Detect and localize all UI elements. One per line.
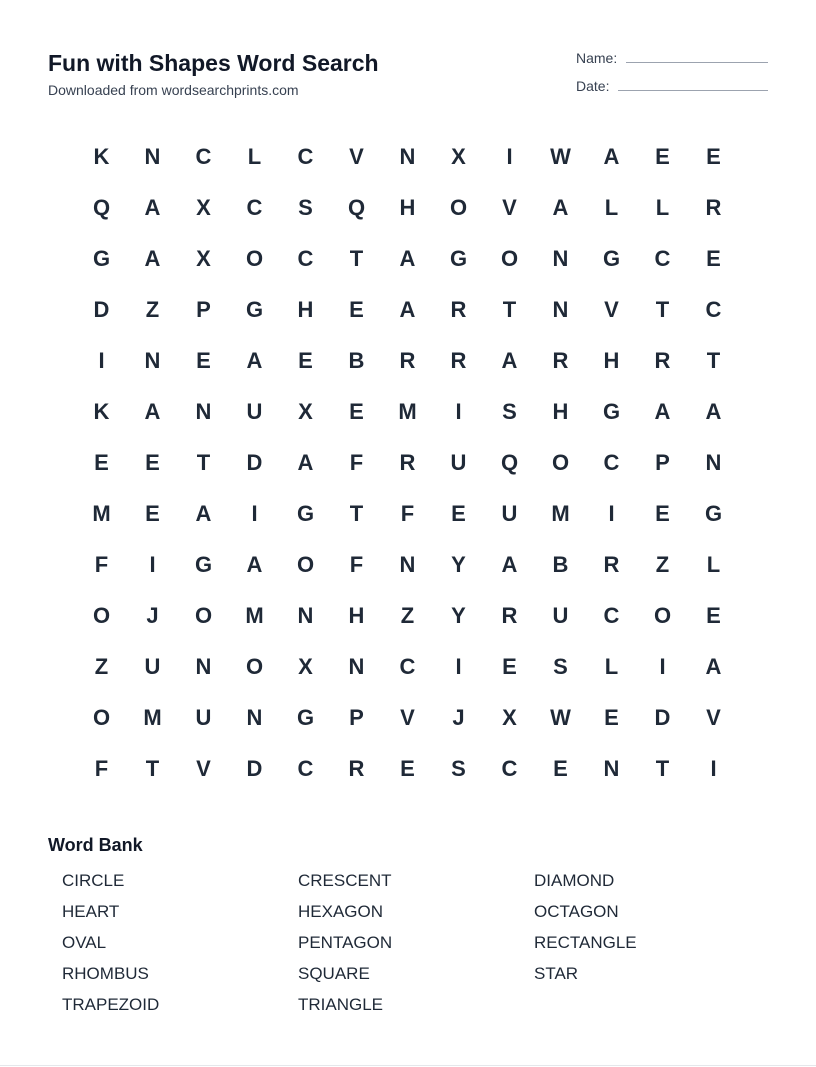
grid-letter[interactable]: P [655, 449, 670, 475]
grid-letter[interactable]: X [502, 704, 517, 730]
grid-letter[interactable]: G [704, 500, 723, 526]
grid-letter[interactable]: E [706, 602, 721, 628]
grid-letter[interactable]: R [501, 602, 518, 628]
grid-letter[interactable]: A [399, 245, 416, 271]
grid-letter[interactable]: O [92, 602, 111, 628]
grid-letter[interactable]: H [297, 296, 314, 322]
grid-letter[interactable]: L [604, 653, 619, 679]
grid-letter[interactable]: O [653, 602, 672, 628]
word-bank-item: RECTANGLE [534, 933, 637, 952]
grid-row [76, 488, 739, 539]
grid-letter[interactable]: P [349, 704, 364, 730]
word-bank-item: TRIANGLE [298, 995, 384, 1014]
grid-letter[interactable]: V [502, 194, 517, 220]
grid-letter[interactable]: U [552, 602, 569, 628]
grid-letter[interactable]: M [143, 704, 162, 730]
grid-letter[interactable]: U [501, 500, 518, 526]
grid-letter[interactable]: F [94, 755, 109, 781]
grid-letter[interactable]: R [399, 347, 416, 373]
grid-row [76, 692, 739, 743]
grid-row [76, 590, 739, 641]
grid-letter[interactable]: I [506, 143, 513, 169]
grid-letter[interactable]: G [449, 245, 468, 271]
grid-letter[interactable]: M [245, 602, 264, 628]
grid-letter[interactable]: J [452, 704, 465, 730]
grid-letter[interactable]: T [706, 347, 721, 373]
word-bank-heading: Word Bank [48, 835, 143, 855]
grid-letter[interactable]: T [349, 500, 364, 526]
grid-letter[interactable]: X [298, 653, 313, 679]
grid-row [76, 743, 739, 794]
grid-letter[interactable]: T [502, 296, 517, 322]
grid-letter[interactable]: Q [347, 194, 366, 220]
grid-letter[interactable]: V [349, 143, 364, 169]
grid-letter[interactable]: G [92, 245, 111, 271]
grid-letter[interactable]: N [246, 704, 263, 730]
grid-letter[interactable]: C [246, 194, 263, 220]
grid-letter[interactable]: M [92, 500, 111, 526]
grid-letter[interactable]: F [349, 449, 364, 475]
grid-letter[interactable]: E [553, 755, 568, 781]
grid-letter[interactable]: R [654, 347, 671, 373]
grid-letter[interactable]: A [246, 551, 263, 577]
grid-row [76, 335, 739, 386]
grid-row [76, 284, 739, 335]
grid-letter[interactable]: I [710, 755, 717, 781]
grid-letter[interactable]: E [706, 143, 721, 169]
grid-letter[interactable]: H [399, 194, 416, 220]
grid-letter[interactable]: R [450, 296, 467, 322]
grid-letter[interactable]: I [251, 500, 258, 526]
grid-letter[interactable]: R [603, 551, 620, 577]
grid-letter[interactable]: T [349, 245, 364, 271]
grid-letter[interactable]: A [144, 398, 161, 424]
grid-row [76, 131, 739, 182]
grid-letter[interactable]: E [298, 347, 313, 373]
word-bank-item: OVAL [62, 933, 107, 952]
grid-letter[interactable]: E [400, 755, 415, 781]
grid-letter[interactable]: I [455, 398, 462, 424]
word-bank-item: HEART [62, 902, 120, 921]
word-bank-item: OCTAGON [534, 902, 619, 921]
grid-letter[interactable]: C [501, 755, 518, 781]
grid-letter[interactable]: A [144, 194, 161, 220]
grid-letter[interactable]: A [501, 347, 518, 373]
grid-letter[interactable]: A [195, 500, 212, 526]
grid-letter[interactable]: Q [500, 449, 519, 475]
grid-letter[interactable]: I [98, 347, 105, 373]
grid-row [76, 641, 739, 692]
grid-letter[interactable]: C [603, 602, 620, 628]
grid-letter[interactable]: N [552, 245, 569, 271]
grid-letter[interactable]: V [706, 704, 721, 730]
grid-letter[interactable]: I [149, 551, 156, 577]
grid-letter[interactable]: C [297, 245, 314, 271]
grid-row [76, 539, 739, 590]
grid-letter[interactable]: L [655, 194, 670, 220]
grid-letter[interactable]: C [297, 755, 314, 781]
grid-letter[interactable]: Y [451, 602, 466, 628]
grid-letter[interactable]: E [349, 398, 364, 424]
grid-letter[interactable]: Q [92, 194, 111, 220]
grid-row [76, 386, 739, 437]
grid-letter[interactable]: N [195, 398, 212, 424]
word-bank-item: DIAMOND [534, 871, 615, 890]
grid-letter[interactable]: N [603, 755, 620, 781]
word-bank-item: HEXAGON [298, 902, 384, 921]
grid-letter[interactable]: Z [655, 551, 670, 577]
word-bank-item: CRESCENT [298, 871, 392, 890]
grid-letter[interactable]: G [245, 296, 264, 322]
grid-letter[interactable]: U [195, 704, 212, 730]
grid-letter[interactable]: E [655, 500, 670, 526]
grid-letter[interactable]: V [604, 296, 619, 322]
grid-letter[interactable]: E [502, 653, 517, 679]
grid-letter[interactable]: E [655, 143, 670, 169]
grid-letter[interactable]: M [551, 500, 570, 526]
grid-letter[interactable]: X [196, 194, 211, 220]
grid-letter[interactable]: G [296, 704, 315, 730]
grid-letter[interactable]: T [145, 755, 160, 781]
grid-letter[interactable]: U [450, 449, 467, 475]
grid-letter[interactable]: B [348, 347, 365, 373]
grid-row [76, 233, 739, 284]
grid-letter[interactable]: E [145, 449, 160, 475]
grid-letter[interactable]: D [93, 296, 110, 322]
grid-letter[interactable]: L [706, 551, 721, 577]
grid-letter[interactable]: E [604, 704, 619, 730]
grid-letter[interactable]: O [449, 194, 468, 220]
grid-letter[interactable]: B [552, 551, 569, 577]
grid-letter[interactable]: H [603, 347, 620, 373]
grid-letter[interactable]: T [655, 755, 670, 781]
grid-letter[interactable]: A [654, 398, 671, 424]
grid-letter[interactable]: G [296, 500, 315, 526]
grid-letter[interactable]: K [93, 398, 110, 424]
word-bank-item: STAR [534, 964, 579, 983]
grid-letter[interactable]: R [705, 194, 722, 220]
grid-letter[interactable]: N [399, 551, 416, 577]
grid-letter[interactable]: A [297, 449, 314, 475]
grid-letter[interactable]: S [553, 653, 568, 679]
grid-letter[interactable]: O [500, 245, 519, 271]
grid-letter[interactable]: R [399, 449, 416, 475]
grid-letter[interactable]: E [451, 500, 466, 526]
grid-letter[interactable]: A [144, 245, 161, 271]
grid-letter[interactable]: C [654, 245, 671, 271]
grid-letter[interactable]: O [194, 602, 213, 628]
grid-letter[interactable]: N [195, 653, 212, 679]
grid-letter[interactable]: J [146, 602, 159, 628]
grid-letter[interactable]: N [552, 296, 569, 322]
grid-letter[interactable]: N [297, 602, 314, 628]
grid-letter[interactable]: L [604, 194, 619, 220]
grid-letter[interactable]: O [92, 704, 111, 730]
grid-letter[interactable]: E [196, 347, 211, 373]
grid-letter[interactable]: G [602, 245, 621, 271]
grid-letter[interactable]: I [659, 653, 666, 679]
grid-letter[interactable]: L [247, 143, 262, 169]
bottom-divider [0, 1065, 816, 1066]
grid-letter[interactable]: P [196, 296, 211, 322]
grid-letter[interactable]: A [552, 194, 569, 220]
grid-letter[interactable]: D [246, 449, 263, 475]
grid-letter[interactable]: A [705, 398, 722, 424]
grid-letter[interactable]: G [194, 551, 213, 577]
grid-letter[interactable]: R [348, 755, 365, 781]
grid-row [76, 437, 739, 488]
grid-letter[interactable]: N [705, 449, 722, 475]
grid-letter[interactable]: N [348, 653, 365, 679]
word-bank [62, 869, 770, 1024]
grid-letter[interactable]: H [552, 398, 569, 424]
grid-letter[interactable]: O [245, 245, 264, 271]
grid-letter[interactable]: U [246, 398, 263, 424]
grid-letter[interactable]: C [399, 653, 416, 679]
date-line [618, 90, 768, 91]
grid-letter[interactable]: T [655, 296, 670, 322]
grid-letter[interactable]: A [246, 347, 263, 373]
grid-letter[interactable]: E [706, 245, 721, 271]
grid-letter[interactable]: O [296, 551, 315, 577]
grid-letter[interactable]: M [398, 398, 417, 424]
grid-letter[interactable]: Z [145, 296, 160, 322]
grid-letter[interactable]: D [246, 755, 263, 781]
grid-letter[interactable]: X [451, 143, 466, 169]
grid-letter[interactable]: K [93, 143, 110, 169]
grid-letter[interactable]: A [399, 296, 416, 322]
grid-letter[interactable]: S [451, 755, 466, 781]
grid-letter[interactable]: F [94, 551, 109, 577]
grid-letter[interactable]: I [455, 653, 462, 679]
grid-letter[interactable]: F [400, 500, 415, 526]
grid-letter[interactable]: O [551, 449, 570, 475]
grid-letter[interactable]: V [400, 704, 415, 730]
grid-letter[interactable]: Z [400, 602, 415, 628]
page-subtitle: Downloaded from wordsearchprints.com [48, 82, 299, 98]
grid-letter[interactable]: N [144, 347, 161, 373]
grid-letter[interactable]: T [196, 449, 211, 475]
grid-letter[interactable]: S [298, 194, 313, 220]
page-title: Fun with Shapes Word Search [48, 50, 379, 76]
name-label: Name: [576, 50, 618, 66]
grid-letter[interactable]: Z [94, 653, 109, 679]
grid-letter[interactable]: X [196, 245, 211, 271]
word-bank-item: SQUARE [298, 964, 370, 983]
grid-letter[interactable]: N [144, 143, 161, 169]
grid-letter[interactable]: D [654, 704, 671, 730]
word-bank-item: RHOMBUS [62, 964, 149, 983]
grid-letter[interactable]: E [349, 296, 364, 322]
grid-letter[interactable]: E [145, 500, 160, 526]
grid-letter[interactable]: C [603, 449, 620, 475]
grid-letter[interactable]: V [196, 755, 211, 781]
date-label: Date: [576, 78, 610, 94]
grid-letter[interactable]: R [552, 347, 569, 373]
grid-letter[interactable]: H [348, 602, 365, 628]
name-line [626, 62, 768, 63]
word-bank-item: TRAPEZOID [62, 995, 160, 1014]
grid-letter[interactable]: A [705, 653, 722, 679]
grid-letter[interactable]: E [94, 449, 109, 475]
grid-letter[interactable]: X [298, 398, 313, 424]
grid-letter[interactable]: G [602, 398, 621, 424]
grid-letter[interactable]: W [550, 704, 571, 730]
grid-letter[interactable]: O [245, 653, 264, 679]
grid-letter[interactable]: N [399, 143, 416, 169]
grid-letter[interactable]: R [450, 347, 467, 373]
grid-letter[interactable]: S [502, 398, 517, 424]
grid-letter[interactable]: Y [451, 551, 466, 577]
grid-letter[interactable]: U [144, 653, 161, 679]
grid-letter[interactable]: I [608, 500, 615, 526]
word-bank-item: PENTAGON [298, 933, 393, 952]
word-bank-item: CIRCLE [62, 871, 125, 890]
grid-letter[interactable]: W [550, 143, 571, 169]
grid-row [76, 182, 739, 233]
grid-letter[interactable]: A [501, 551, 518, 577]
grid-letter[interactable]: C [297, 143, 314, 169]
grid-letter[interactable]: A [603, 143, 620, 169]
grid-letter[interactable]: C [195, 143, 212, 169]
word-search-grid [76, 131, 739, 794]
grid-letter[interactable]: C [705, 296, 722, 322]
grid-letter[interactable]: F [349, 551, 364, 577]
